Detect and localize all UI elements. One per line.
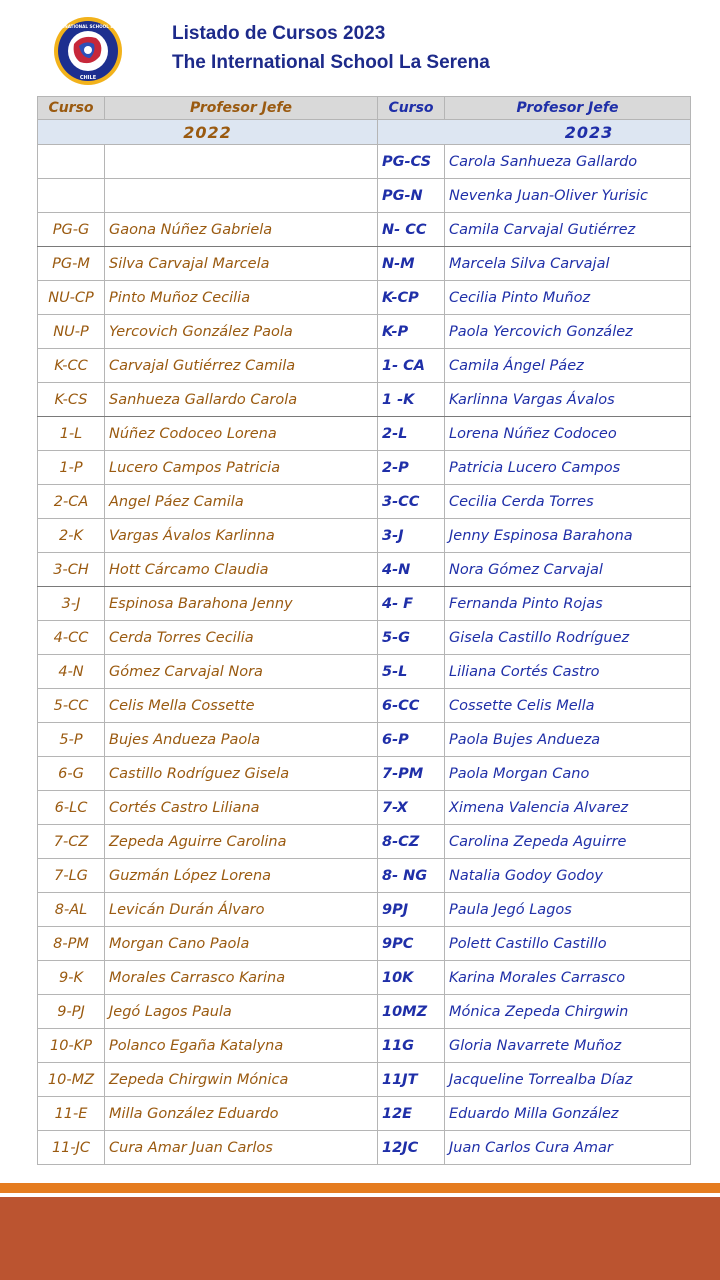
teacher-2023: Fernanda Pinto Rojas [445, 587, 691, 621]
course-2022: 4-N [38, 655, 105, 689]
course-2022: 9-K [38, 961, 105, 995]
teacher-2023: Cossette Celis Mella [445, 689, 691, 723]
course-2023: PG-CS [378, 145, 445, 179]
year-2023: 2023 [378, 120, 691, 145]
teacher-2022: Levicán Durán Álvaro [105, 893, 378, 927]
course-2023: N- CC [378, 213, 445, 247]
teacher-2022: Yercovich González Paola [105, 315, 378, 349]
header-curso-2023: Curso [378, 97, 445, 120]
table-row [38, 383, 691, 417]
course-2022: 3-CH [38, 553, 105, 587]
header-profesor-2023: Profesor Jefe [445, 97, 691, 120]
table-row [38, 451, 691, 485]
table-row [38, 859, 691, 893]
course-2022: 9-PJ [38, 995, 105, 1029]
logo-country: CHILE [79, 75, 97, 81]
course-2023: 6-P [378, 723, 445, 757]
table-row [38, 893, 691, 927]
teacher-2022: Cura Amar Juan Carlos [105, 1131, 378, 1165]
teacher-2022: Angel Páez Camila [105, 485, 378, 519]
table-row [38, 553, 691, 587]
teacher-2022: Morgan Cano Paola [105, 927, 378, 961]
course-2023: 9PC [378, 927, 445, 961]
table-row [38, 587, 691, 621]
teacher-2023: Paola Yercovich González [445, 315, 691, 349]
teacher-2023: Cecilia Cerda Torres [445, 485, 691, 519]
teacher-2023: Gisela Castillo Rodríguez [445, 621, 691, 655]
teacher-2023: Nora Gómez Carvajal [445, 553, 691, 587]
course-2022 [38, 145, 105, 179]
course-2022: 10-KP [38, 1029, 105, 1063]
course-2023: K-CP [378, 281, 445, 315]
table-row [38, 417, 691, 451]
teacher-2023: Cecilia Pinto Muñoz [445, 281, 691, 315]
course-2022: 11-JC [38, 1131, 105, 1165]
course-2022: 4-CC [38, 621, 105, 655]
table-row [38, 281, 691, 315]
course-2023: 3-J [378, 519, 445, 553]
teacher-2023: Paola Morgan Cano [445, 757, 691, 791]
teacher-2023: Gloria Navarrete Muñoz [445, 1029, 691, 1063]
teacher-2023: Juan Carlos Cura Amar [445, 1131, 691, 1165]
teacher-2023: Karlinna Vargas Ávalos [445, 383, 691, 417]
course-2022: 6-G [38, 757, 105, 791]
course-2022: PG-G [38, 213, 105, 247]
teacher-2022: Polanco Egaña Katalyna [105, 1029, 378, 1063]
table-row [38, 349, 691, 383]
table-row [38, 689, 691, 723]
course-2023: 5-L [378, 655, 445, 689]
course-2022: K-CS [38, 383, 105, 417]
course-2023: 9PJ [378, 893, 445, 927]
header-profesor-2022: Profesor Jefe [105, 97, 378, 120]
course-2023: 10K [378, 961, 445, 995]
logo-text: THE INTERNATIONAL SCHOOL LA SERENA [39, 24, 137, 29]
course-2022: NU-P [38, 315, 105, 349]
course-2023: 5-G [378, 621, 445, 655]
teacher-2022: Morales Carrasco Karina [105, 961, 378, 995]
teacher-2022: Cerda Torres Cecilia [105, 621, 378, 655]
column-header-row [38, 97, 691, 120]
courses-table [37, 96, 691, 1165]
header-curso-2022: Curso [38, 97, 105, 120]
teacher-2023: Karina Morales Carrasco [445, 961, 691, 995]
table-row [38, 247, 691, 281]
teacher-2023: Nevenka Juan-Oliver Yurisic [445, 179, 691, 213]
course-2023: 2-L [378, 417, 445, 451]
year-header-row [38, 120, 691, 145]
teacher-2023: Camila Carvajal Gutiérrez [445, 213, 691, 247]
course-2023: 6-CC [378, 689, 445, 723]
teacher-2022: Guzmán López Lorena [105, 859, 378, 893]
course-2023: 3-CC [378, 485, 445, 519]
teacher-2023: Jenny Espinosa Barahona [445, 519, 691, 553]
teacher-2023: Camila Ángel Páez [445, 349, 691, 383]
table-row [38, 757, 691, 791]
teacher-2022: Sanhueza Gallardo Carola [105, 383, 378, 417]
teacher-2023: Lorena Núñez Codoceo [445, 417, 691, 451]
course-2022: 11-E [38, 1097, 105, 1131]
course-2023: 11JT [378, 1063, 445, 1097]
course-2023: 1 -K [378, 383, 445, 417]
course-2022: 5-CC [38, 689, 105, 723]
course-2023: 11G [378, 1029, 445, 1063]
course-2022: 5-P [38, 723, 105, 757]
teacher-2022: Cortés Castro Liliana [105, 791, 378, 825]
teacher-2023: Patricia Lucero Campos [445, 451, 691, 485]
table-row [38, 961, 691, 995]
teacher-2023: Natalia Godoy Godoy [445, 859, 691, 893]
course-2023: 1- CA [378, 349, 445, 383]
teacher-2022: Núñez Codoceo Lorena [105, 417, 378, 451]
course-2023: PG-N [378, 179, 445, 213]
course-2023: 12E [378, 1097, 445, 1131]
teacher-2022: Hott Cárcamo Claudia [105, 553, 378, 587]
course-2023: K-P [378, 315, 445, 349]
table-row [38, 621, 691, 655]
teacher-2023: Carolina Zepeda Aguirre [445, 825, 691, 859]
teacher-2022 [105, 145, 378, 179]
teacher-2022: Jegó Lagos Paula [105, 995, 378, 1029]
course-2023: 12JC [378, 1131, 445, 1165]
course-2023: 7-PM [378, 757, 445, 791]
course-2022: 1-L [38, 417, 105, 451]
teacher-2023: Eduardo Milla González [445, 1097, 691, 1131]
teacher-2022: Silva Carvajal Marcela [105, 247, 378, 281]
teacher-2023: Liliana Cortés Castro [445, 655, 691, 689]
course-2022: PG-M [38, 247, 105, 281]
table-row [38, 485, 691, 519]
teacher-2022: Zepeda Chirgwin Mónica [105, 1063, 378, 1097]
teacher-2022: Celis Mella Cossette [105, 689, 378, 723]
table-row [38, 145, 691, 179]
course-2023: N-M [378, 247, 445, 281]
course-2022: K-CC [38, 349, 105, 383]
course-2022: 1-P [38, 451, 105, 485]
teacher-2023: Mónica Zepeda Chirgwin [445, 995, 691, 1029]
table-row [38, 519, 691, 553]
course-2023: 8-CZ [378, 825, 445, 859]
course-2022 [38, 179, 105, 213]
teacher-2022: Pinto Muñoz Cecilia [105, 281, 378, 315]
table-row [38, 179, 691, 213]
teacher-2022: Milla González Eduardo [105, 1097, 378, 1131]
teacher-2022: Gaona Núñez Gabriela [105, 213, 378, 247]
teacher-2023: Paola Bujes Andueza [445, 723, 691, 757]
teacher-2022 [105, 179, 378, 213]
teacher-2022: Lucero Campos Patricia [105, 451, 378, 485]
teacher-2022: Carvajal Gutiérrez Camila [105, 349, 378, 383]
page-title: Listado de Cursos 2023 [172, 23, 386, 44]
teacher-2023: Jacqueline Torrealba Díaz [445, 1063, 691, 1097]
table-row [38, 315, 691, 349]
teacher-2023: Paula Jegó Lagos [445, 893, 691, 927]
table-row [38, 1131, 691, 1165]
course-2022: 8-PM [38, 927, 105, 961]
course-2022: 7-LG [38, 859, 105, 893]
table-row [38, 825, 691, 859]
course-2022: 10-MZ [38, 1063, 105, 1097]
course-2022: 3-J [38, 587, 105, 621]
course-2023: 2-P [378, 451, 445, 485]
school-name: The International School La Serena [172, 52, 490, 73]
course-2022: 2-K [38, 519, 105, 553]
course-2023: 10MZ [378, 995, 445, 1029]
course-2022: 8-AL [38, 893, 105, 927]
course-2022: 7-CZ [38, 825, 105, 859]
table-row [38, 1029, 691, 1063]
teacher-2022: Castillo Rodríguez Gisela [105, 757, 378, 791]
footer-band [0, 1197, 720, 1280]
table-row [38, 723, 691, 757]
table-row [38, 1097, 691, 1131]
table-row [38, 655, 691, 689]
teacher-2023: Carola Sanhueza Gallardo [445, 145, 691, 179]
teacher-2022: Bujes Andueza Paola [105, 723, 378, 757]
teacher-2023: Polett Castillo Castillo [445, 927, 691, 961]
teacher-2023: Ximena Valencia Alvarez [445, 791, 691, 825]
course-2022: NU-CP [38, 281, 105, 315]
course-2023: 7-X [378, 791, 445, 825]
teacher-2022: Zepeda Aguirre Carolina [105, 825, 378, 859]
table-row [38, 927, 691, 961]
table-row [38, 1063, 691, 1097]
course-2023: 4-N [378, 553, 445, 587]
course-2023: 8- NG [378, 859, 445, 893]
teacher-2022: Vargas Ávalos Karlinna [105, 519, 378, 553]
course-2023: 4- F [378, 587, 445, 621]
footer-accent-line [0, 1183, 720, 1193]
year-2022: 2022 [38, 120, 378, 145]
teacher-2022: Espinosa Barahona Jenny [105, 587, 378, 621]
course-2022: 2-CA [38, 485, 105, 519]
school-logo [39, 16, 137, 86]
table-row [38, 995, 691, 1029]
teacher-2023: Marcela Silva Carvajal [445, 247, 691, 281]
table-row [38, 791, 691, 825]
teacher-2022: Gómez Carvajal Nora [105, 655, 378, 689]
course-2022: 6-LC [38, 791, 105, 825]
table-row [38, 213, 691, 247]
